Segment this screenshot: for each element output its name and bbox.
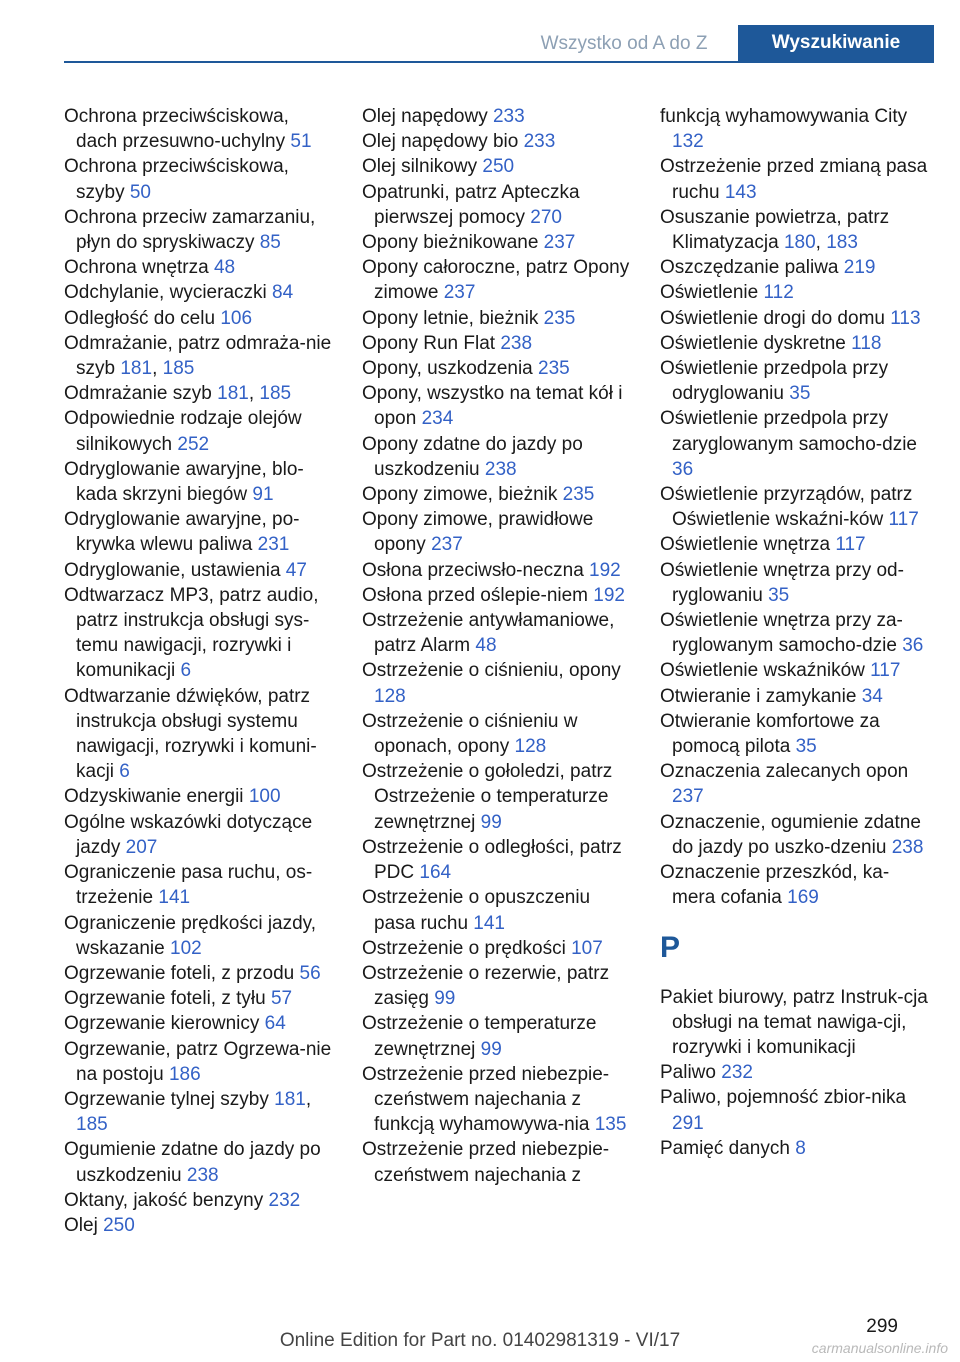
index-entry-text: Olej napędowy bio — [362, 131, 519, 153]
index-entry — [362, 885, 632, 935]
index-entry — [64, 1011, 334, 1036]
index-entry — [362, 709, 632, 759]
index-entry — [64, 306, 334, 331]
index-entry-text: Opony, uszkodzenia — [362, 358, 533, 380]
page-link[interactable]: 132 — [672, 131, 704, 153]
page-link[interactable]: 143 — [724, 181, 757, 203]
index-entry: Ogrzewanie tylnej szyby 181, 185 — [64, 1088, 312, 1136]
page-link[interactable]: 235 — [538, 358, 570, 380]
page-link[interactable]: 85 — [259, 232, 281, 254]
index-entry — [660, 1085, 930, 1135]
index-entry-text: Opony bieżnikowane — [362, 232, 539, 254]
index-entry — [362, 1062, 632, 1138]
index-entry — [362, 658, 632, 708]
index-entry — [362, 583, 632, 608]
index-entry-text: Ostrzeżenie przed niebezpie-czeństwem najechania z — [362, 1139, 610, 1186]
index-entry — [362, 381, 632, 431]
index-entry-text: Odryglowanie awaryjne, blo-kada skrzyni biegów — [64, 458, 304, 506]
page-link[interactable]: 99 — [480, 1038, 502, 1060]
index-entry-text: Opony zimowe, bieżnik — [362, 484, 558, 506]
page-link[interactable]: 6 — [119, 761, 130, 783]
page-link[interactable]: 238 — [186, 1164, 219, 1186]
index-entry — [362, 1137, 632, 1187]
page-link[interactable]: 107 — [571, 937, 603, 959]
page-link[interactable]: 192 — [593, 584, 625, 606]
index-entry-text: Odzyskiwanie energii — [64, 786, 244, 808]
page-link[interactable]: 181 — [120, 358, 153, 380]
page-link[interactable]: 181 — [274, 1088, 306, 1110]
index-entry — [660, 608, 930, 658]
page-link[interactable]: 235 — [562, 484, 595, 506]
page-link[interactable]: 118 — [851, 332, 882, 354]
index-entry — [64, 810, 334, 860]
index-entry-text: Olej — [64, 1214, 98, 1236]
index-entry-text: Oświetlenie wnętrza przy od-ryglowaniu — [660, 559, 904, 606]
index-entry-text: Olej napędowy — [362, 106, 488, 127]
page-link[interactable]: 185 — [259, 383, 292, 405]
page-link[interactable]: 50 — [129, 181, 151, 203]
index-entry — [362, 230, 632, 255]
index-entry — [64, 1037, 334, 1087]
page-link[interactable]: 102 — [170, 937, 202, 959]
index-entry-text: Ostrzeżenie przed niebezpie-czeństwem najechania z funkcją wyhamowywa-nia — [362, 1063, 610, 1136]
index-entry-text: Paliwo — [660, 1062, 716, 1084]
page-link[interactable]: 112 — [763, 282, 794, 304]
page-link[interactable]: 57 — [270, 988, 293, 1010]
index-entry — [362, 835, 632, 885]
index-entry-text: Ostrzeżenie o opuszczeniu pasa ruchu — [362, 887, 591, 934]
index-entry — [362, 356, 632, 381]
index-entry — [362, 1011, 632, 1061]
page-link[interactable]: 231 — [257, 534, 290, 556]
index-entry-text: Ostrzeżenie o prędkości — [362, 937, 566, 959]
index-entry — [660, 658, 930, 683]
page-link[interactable]: 84 — [272, 282, 294, 304]
header-divider — [64, 61, 934, 63]
page-link[interactable]: 99 — [434, 988, 456, 1010]
page-link[interactable]: 237 — [431, 534, 463, 556]
index-entry — [362, 936, 632, 961]
index-entry-text: Ograniczenie pasa ruchu, os-trzeżenie — [64, 862, 313, 909]
page-link[interactable]: 117 — [870, 660, 901, 682]
page-link[interactable]: 141 — [473, 912, 505, 934]
index-entry-text: Ochrona przeciwściskowa, dach przesuwno-uchylny — [64, 106, 289, 153]
index-entry-text: Oświetlenie wskaźników — [660, 660, 865, 682]
page-link[interactable]: 169 — [787, 887, 819, 909]
watermark: carmanualsonline.info — [811, 1340, 948, 1356]
page-link[interactable]: 186 — [168, 1063, 201, 1085]
page-link[interactable]: 219 — [843, 257, 876, 279]
page-link[interactable]: 235 — [543, 307, 576, 329]
page-link[interactable]: 164 — [419, 862, 452, 884]
index-entry — [64, 961, 334, 986]
index-entry — [660, 306, 930, 331]
page-link[interactable]: 48 — [213, 257, 236, 279]
index-entry — [64, 507, 334, 557]
index-entry — [660, 406, 930, 482]
index-entry-text: Ogrzewanie, patrz Ogrzewa-nie na postoju — [64, 1038, 332, 1085]
page-link[interactable]: 47 — [285, 559, 307, 581]
index-entry — [660, 985, 930, 1061]
index-entry-text: Odpowiednie rodzaje olejów silnikowych — [64, 408, 302, 455]
page-link[interactable]: 180 — [783, 232, 816, 254]
index-entry — [660, 1060, 930, 1085]
index-entry-text: Ogólne wskazówki dotyczące jazdy — [64, 811, 313, 858]
index-entry — [362, 129, 632, 154]
index-entry — [64, 205, 334, 255]
index-entry-text: Odmrażanie szyb — [64, 383, 212, 405]
index-entry — [64, 1137, 334, 1187]
index-entry — [362, 482, 632, 507]
index-entry — [64, 784, 334, 809]
index-entry — [660, 810, 930, 860]
index-entry-text: Ostrzeżenie przed zmianą pasa ruchu — [660, 156, 928, 203]
index-entry-text: Ochrona przeciwściskowa, szyby — [64, 156, 289, 203]
page-link[interactable]: 117 — [835, 534, 866, 556]
index-entry-text: Oznaczenie przeszkód, ka-mera cofania — [660, 862, 890, 909]
index-letter-heading: P — [660, 930, 681, 964]
page-link[interactable]: 238 — [484, 458, 517, 480]
index-entry: Osuszanie powietrza, patrz Klimatyzacja 180, 183 — [660, 206, 890, 254]
index-entry — [660, 331, 930, 356]
index-entry — [362, 306, 632, 331]
index-entry — [660, 860, 930, 910]
index-entry-text: Opony zdatne do jazdy po uszkodzeniu — [362, 433, 583, 480]
index-entry-text: Oświetlenie przedpola przy odryglowaniu — [660, 358, 889, 405]
page-link[interactable]: 34 — [861, 685, 883, 707]
index-entry-text: Ogrzewanie foteli, z przodu — [64, 962, 295, 984]
index-entry-text: Odchylanie, wycieraczki — [64, 282, 267, 304]
index-entry — [362, 180, 632, 230]
index-entry: Odmrażanie szyb 181, 185 — [64, 383, 292, 405]
page-link[interactable]: 6 — [180, 660, 192, 682]
index-entry — [64, 911, 334, 961]
index-entry — [64, 154, 334, 204]
page-link[interactable]: 234 — [421, 408, 454, 430]
index-entry — [660, 558, 930, 608]
index-entry-text: Otwieranie i zamykanie — [660, 685, 857, 707]
index-entry-text: Osłona przed oślepie-niem — [362, 584, 589, 606]
page-link[interactable]: 232 — [721, 1062, 753, 1084]
index-entry — [362, 558, 632, 583]
index-entry — [660, 532, 930, 557]
page-link[interactable]: 207 — [125, 836, 158, 858]
index-entry-text: Oświetlenie przedpola przy zaryglowanym samocho-dzie — [660, 408, 917, 455]
index-entry — [660, 1136, 930, 1161]
page-link[interactable]: 135 — [594, 1114, 627, 1136]
index-entry-text: Ochrona przeciw zamarzaniu, płyn do spryskiwaczy — [64, 206, 316, 254]
index-entry — [362, 154, 632, 179]
index-entry — [660, 709, 930, 759]
index-entry — [660, 684, 930, 709]
index-entry — [660, 255, 930, 280]
index-entry-text: Ochrona wnętrza — [64, 257, 209, 279]
index-entry — [362, 432, 632, 482]
page-link[interactable]: 48 — [475, 635, 497, 657]
page-link[interactable]: 252 — [177, 433, 210, 455]
index-entry-text: Ostrzeżenie o odległości, patrz PDC — [362, 836, 622, 884]
index-entry — [660, 482, 930, 532]
index-entry-text: Ostrzeżenie antywłamaniowe, patrz Alarm — [362, 610, 615, 657]
tab-a-to-z[interactable]: Wszystko od A do Z — [540, 33, 708, 54]
index-entry-text: Ogrzewanie kierownicy — [64, 1013, 260, 1035]
index-entry — [64, 583, 334, 684]
index-entry-text: Oznaczenie, ogumienie zdatne do jazdy po uszko-dzeniu — [660, 811, 921, 858]
index-entry-text: Oświetlenie przyrządów, patrz Oświetlenie wskaźni-ków — [660, 484, 913, 531]
page-link[interactable]: 237 — [672, 786, 704, 808]
page-link[interactable]: 51 — [290, 131, 312, 153]
index-column-3 — [660, 104, 930, 1161]
index-entry-text: Olej silnikowy — [362, 156, 478, 178]
index-entry-text: funkcją wyhamowywania City — [660, 106, 908, 127]
page-link[interactable]: 291 — [672, 1112, 704, 1134]
index-entry-text: Opony, wszystko na temat kół i opon — [362, 383, 623, 430]
index-entry-text: Oświetlenie — [660, 282, 759, 304]
page-link[interactable]: 237 — [443, 282, 476, 304]
index-entry-text: Odryglowanie awaryjne, po-krywka wlewu paliwa — [64, 509, 300, 556]
index-entry-text: Otwieranie komfortowe za pomocą pilota — [660, 710, 880, 758]
index-entry-text: Odtwarzanie dźwięków, patrz instrukcja obsługi systemu nawigacji, rozrywki i komuni-kacji — [64, 685, 317, 783]
page-link[interactable]: 35 — [768, 584, 790, 606]
index-entry — [362, 608, 632, 658]
index-entry-text: Ogrzewanie foteli, z tyłu — [64, 988, 266, 1010]
page-link[interactable]: 185 — [162, 358, 195, 380]
index-entry — [64, 280, 334, 305]
index-entry — [362, 104, 632, 129]
index-entry-text: Osuszanie powietrza, patrz Klimatyzacja — [660, 206, 890, 254]
index-entry-text: Oktany, jakość benzyny — [64, 1189, 264, 1211]
page-link[interactable]: 181 — [217, 383, 249, 405]
index-entry-text: Oświetlenie wnętrza przy za-ryglowanym samocho-dzie — [660, 610, 903, 657]
page-link[interactable]: 233 — [492, 106, 525, 127]
index-entry-text: Pamięć danych — [660, 1137, 790, 1159]
index-entry — [64, 684, 334, 785]
index-entry — [64, 1188, 334, 1213]
index-entry-text: Oświetlenie wnętrza — [660, 534, 831, 556]
page-link[interactable]: 64 — [264, 1013, 286, 1035]
page-link[interactable]: 270 — [530, 206, 562, 228]
page-link[interactable]: 192 — [589, 559, 621, 581]
index-entry — [362, 255, 632, 305]
index-entry-text: Pakiet biurowy, patrz Instruk-cja obsługi na temat nawiga-cji, rozrywki i komunikacji — [660, 986, 928, 1058]
page-link[interactable]: 36 — [902, 635, 924, 657]
index-entry-text: Ostrzeżenie o rezerwie, patrz zasięg — [362, 962, 610, 1010]
index-entry — [64, 558, 334, 583]
index-entry — [362, 961, 632, 1011]
index-entry-text: Oznaczenia zalecanych opon — [660, 761, 909, 783]
index-entry — [64, 1213, 334, 1238]
page-link[interactable]: 36 — [672, 458, 694, 480]
index-entry-text: Ostrzeżenie o temperaturze zewnętrznej — [362, 1013, 597, 1060]
page-link[interactable]: 99 — [480, 811, 502, 833]
footer-edition: Online Edition for Part no. 01402981319 - VI/17 — [279, 1330, 681, 1351]
index-entry-text: Odległość do celu — [64, 307, 216, 329]
index-entry-text: Odmrażanie, patrz odmraża-nie szyb — [64, 332, 332, 380]
index-column-1 — [64, 104, 334, 1238]
page-link[interactable]: 117 — [888, 509, 919, 531]
index-entry-text: Osłona przeciwsło-neczna — [362, 559, 584, 581]
page-link[interactable]: 233 — [523, 131, 556, 153]
index-entry — [64, 860, 334, 910]
page-link[interactable]: 35 — [795, 736, 817, 758]
page-link[interactable]: 238 — [891, 836, 924, 858]
index-entry-text: Odtwarzacz MP3, patrz audio, patrz instrukcja obsługi sys-temu nawigacji, rozrywki i komunikacji — [64, 584, 319, 682]
index-entry-text: Oświetlenie drogi do domu — [660, 307, 885, 329]
index-entry-text: Opony całoroczne, patrz Opony zimowe — [362, 257, 630, 304]
index-entry-text: Ograniczenie prędkości jazdy, wskazanie — [64, 912, 317, 959]
index-entry — [64, 104, 334, 154]
index-entry-text: Paliwo, pojemność zbior-nika — [660, 1087, 907, 1109]
index-entry-text: Oświetlenie dyskretne — [660, 332, 846, 354]
page-link[interactable]: 8 — [795, 1137, 806, 1159]
index-entry — [64, 255, 334, 280]
index-entry — [362, 759, 632, 835]
index-entry-text: Ogrzewanie tylnej szyby — [64, 1088, 269, 1110]
index-column-2 — [362, 104, 632, 1188]
index-entry — [362, 331, 632, 356]
page-link[interactable]: 185 — [76, 1114, 108, 1136]
index-entry-text: Opony zimowe, prawidłowe opony — [362, 509, 594, 556]
index-entry — [64, 406, 334, 456]
index-entry-text: Opony letnie, bieżnik — [362, 307, 539, 329]
index-entry: Odmrażanie, patrz odmraża-nie szyb 181, 185 — [64, 332, 332, 380]
index-entry-text: Ostrzeżenie o gołoledzi, patrz Ostrzeżenie o temperaturze zewnętrznej — [362, 761, 613, 833]
index-entry — [660, 759, 930, 809]
index-entry — [660, 280, 930, 305]
index-entry — [660, 154, 930, 204]
page-link[interactable]: 56 — [299, 962, 321, 984]
page-link[interactable]: 106 — [220, 307, 253, 329]
index-entry-text: Oszczędzanie paliwa — [660, 257, 839, 279]
index-entry — [660, 356, 930, 406]
index-entry — [660, 104, 930, 154]
page-link[interactable]: 35 — [789, 383, 811, 405]
page-link[interactable]: 232 — [268, 1189, 301, 1211]
index-entry-text: Ogumienie zdatne do jazdy po uszkodzeniu — [64, 1139, 321, 1186]
page-link[interactable]: 141 — [158, 887, 191, 909]
index-entry-text: Opatrunki, patrz Apteczka pierwszej pomocy — [362, 181, 580, 228]
index-entry-text: Odryglowanie, ustawienia — [64, 559, 281, 581]
page-link[interactable]: 250 — [482, 156, 515, 178]
page-link[interactable]: 128 — [514, 736, 547, 758]
page-link[interactable]: 100 — [248, 786, 281, 808]
index-entry — [64, 986, 334, 1011]
page-number: 299 — [866, 1316, 898, 1337]
index-entry — [362, 507, 632, 557]
page-link[interactable]: 128 — [374, 685, 406, 707]
header-bar — [0, 0, 960, 62]
page-link[interactable]: 91 — [252, 484, 274, 506]
page-link[interactable]: 237 — [543, 232, 576, 254]
page-link[interactable]: 113 — [890, 307, 921, 329]
tab-search[interactable]: Wyszukiwanie — [738, 25, 934, 61]
index-entry — [64, 457, 334, 507]
page-link[interactable]: 183 — [826, 232, 858, 254]
page-link[interactable]: 250 — [103, 1214, 135, 1236]
index-entry-text: Ostrzeżenie o ciśnieniu, opony — [362, 660, 621, 682]
index-entry-text: Ostrzeżenie o ciśnieniu w oponach, opony — [362, 710, 578, 758]
index-entry-text: Opony Run Flat — [362, 332, 496, 354]
page-link[interactable]: 238 — [500, 332, 533, 354]
